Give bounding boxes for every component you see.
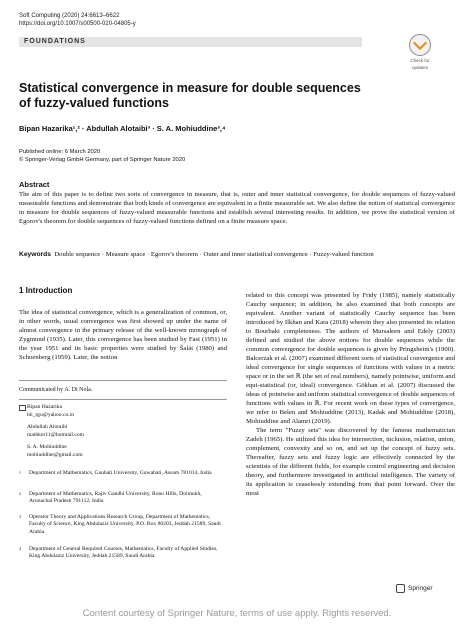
affiliation-text: Operator Theory and Applications Research Group, Department of Mathematics, Faculty of Science, King Abdulaziz University, P.O. Box 80203, Jeddah 21589, Saudi Arabia	[29, 514, 221, 535]
affiliation	[19, 514, 224, 536]
intro-paragraph: The term "Fuzzy sets" was discovered by the famous mathematician Zadeh (1965). He utilized this idea for intersection, inclusion, relation, union, complement, convexity and so on, and set up the concept of fuzzy sets. Thereafter, fuzzy sets and fuzzy logic are effectively connected by the scientists of the different fields, for example control engineering and decision theory, and furthermore investigated in artificial intelligence. The variety of its application is ceaselessly extending from that point forward. Over the most	[246, 427, 455, 497]
publisher-name: Springer	[408, 585, 433, 593]
contact-author	[27, 404, 217, 419]
contact-email[interactable]: bh_rgu@yahoo.co.in	[27, 411, 74, 418]
footnote-divider	[19, 380, 227, 381]
publisher-logo	[396, 584, 433, 593]
section-label: FOUNDATIONS	[24, 38, 86, 45]
journal-name: Soft Computing (2020) 24:6613–6622	[19, 13, 120, 19]
doi-link[interactable]: https://doi.org/10.1007/s00500-020-04805-y	[19, 21, 136, 27]
author-list: Bipan Hazarika¹,² · Abdullah Alotaibi³ · S. A. Mohiuddine³,⁴	[19, 124, 226, 133]
intro-column-right	[246, 291, 455, 498]
abstract-heading: Abstract	[19, 180, 50, 189]
copyright-line: © Springer-Verlag GmbH Germany, part of Springer Nature 2020	[19, 157, 186, 163]
published-date: Published online: 6 March 2020	[19, 149, 101, 155]
contact-email[interactable]: mathker11@hotmail.com	[27, 431, 84, 438]
section-heading-introduction: 1 Introduction	[19, 286, 73, 295]
contact-name: Bipan Hazarika	[27, 404, 62, 410]
title-line1: Statistical convergence in measure for double sequences	[19, 81, 361, 95]
publication-info	[19, 148, 185, 164]
badge-line1: Check for	[410, 58, 430, 63]
contact-author	[27, 444, 217, 459]
envelope-icon	[19, 405, 26, 411]
affiliation-number: 2	[19, 491, 21, 496]
affiliation-number: 4	[19, 546, 21, 551]
abstract-text: The aim of this paper is to define two sorts of convergence in measure, that is, outer and inner statistical convergence, for double sequences of fuzzy-valued measurable functions and demonstrate that both kinds of convergence are equivalent in a finite measurable set. We also define the notion of statistical convergence in measure for double sequences of fuzzy-valued measurable functions and establish several interesting results. In addition, we prove the statistical version of Egorov's theorem for double sequences of fuzzy-valued functions defined on a finite measure space.	[19, 191, 455, 225]
affiliation-text: Department of Mathematics, Rajiv Gandhi University, Rono Hills, Doimukh, Arunachal Pradesh 791112, India	[29, 491, 202, 505]
affiliation-text: Department of General Required Courses, Mathematics, Faculty of Applied Studies, King Abdulaziz University, Jeddah 21589, Saudi Arabia	[29, 546, 218, 560]
paper-title	[19, 81, 399, 111]
affiliation	[19, 470, 224, 477]
affiliation-text: Department of Mathematics, Gauhati University, Guwahati, Assam 781014, India	[29, 470, 212, 476]
affiliation-number: 3	[19, 514, 21, 519]
footnote-divider-2	[19, 399, 227, 400]
intro-paragraph: related to this concept was presented by Fridy (1985), namely statistically Cauchy sequence; in addition, he also examined that both concepts are equivalent. Another variant of statistically Cauchy sequence has been introduced by Ilkhan and Kara (2018) wherein they also presented its relation to Bourbaki completeness. The authors of Mursaleen and Edely (2003) defined and studied the above notions for double sequences while the common convergence for double sequences is given by Pringsheim's (1900). Balcerzak et al. (2007) examined different sorts of statistical convergence and ideal convergence for single sequences of functions with values in a metric space or in the set ℝ (the set of real numbers), namely pointwise, uniform and equi-statistical (or, ideal) convergence. Gökhan et al. (2007) discussed the ideas of pointwise and uniform statistical convergence of double sequences of functions with values in ℝ. For recent work on these types of convergence, we refer to Belen and Mohiuddine (2013), Kadak and Mohiuddine (2018), Mohiuddine and Alamri (2019).	[246, 292, 455, 425]
affiliation	[19, 491, 224, 506]
affiliation	[19, 546, 224, 561]
check-for-updates-badge[interactable]	[401, 34, 439, 74]
badge-line2: updates	[411, 65, 428, 70]
keywords	[19, 250, 455, 259]
keywords-label: Keywords	[19, 251, 51, 258]
contact-name: S. A. Mohiuddine	[27, 444, 67, 450]
springer-horse-icon	[396, 584, 405, 593]
contact-name: Abdullah Alotaibi	[27, 424, 68, 430]
contact-author	[27, 424, 217, 439]
affiliation-number: 1	[19, 470, 21, 475]
communicated-by: Communicated by A. Di Nola.	[19, 387, 93, 393]
keywords-text: Double sequence · Measure space · Egorov's theorem · Outer and inner statistical convergence · Fuzzy-valued function	[54, 251, 374, 258]
check-updates-icon	[409, 34, 431, 56]
intro-column-left: The idea of statistical convergence, which is a generalization of common, or, in other words, usual convergence was first showed up under the name of almost convergence in the primary release of the well-known monograph of Zygmund (1935). Later, this convergence has been studied by Fast (1951) in the year 1951 and its basic properties were studied by Šalát (1980) and Schoenberg (1959). Later, the notion	[19, 309, 227, 361]
courtesy-footer: Content courtesy of Springer Nature, terms of use apply. Rights reserved.	[82, 608, 392, 619]
journal-citation	[19, 12, 136, 28]
contact-email[interactable]: mohiuddine@gmail.com	[27, 451, 83, 458]
title-line2: of fuzzy-valued functions	[19, 96, 169, 110]
